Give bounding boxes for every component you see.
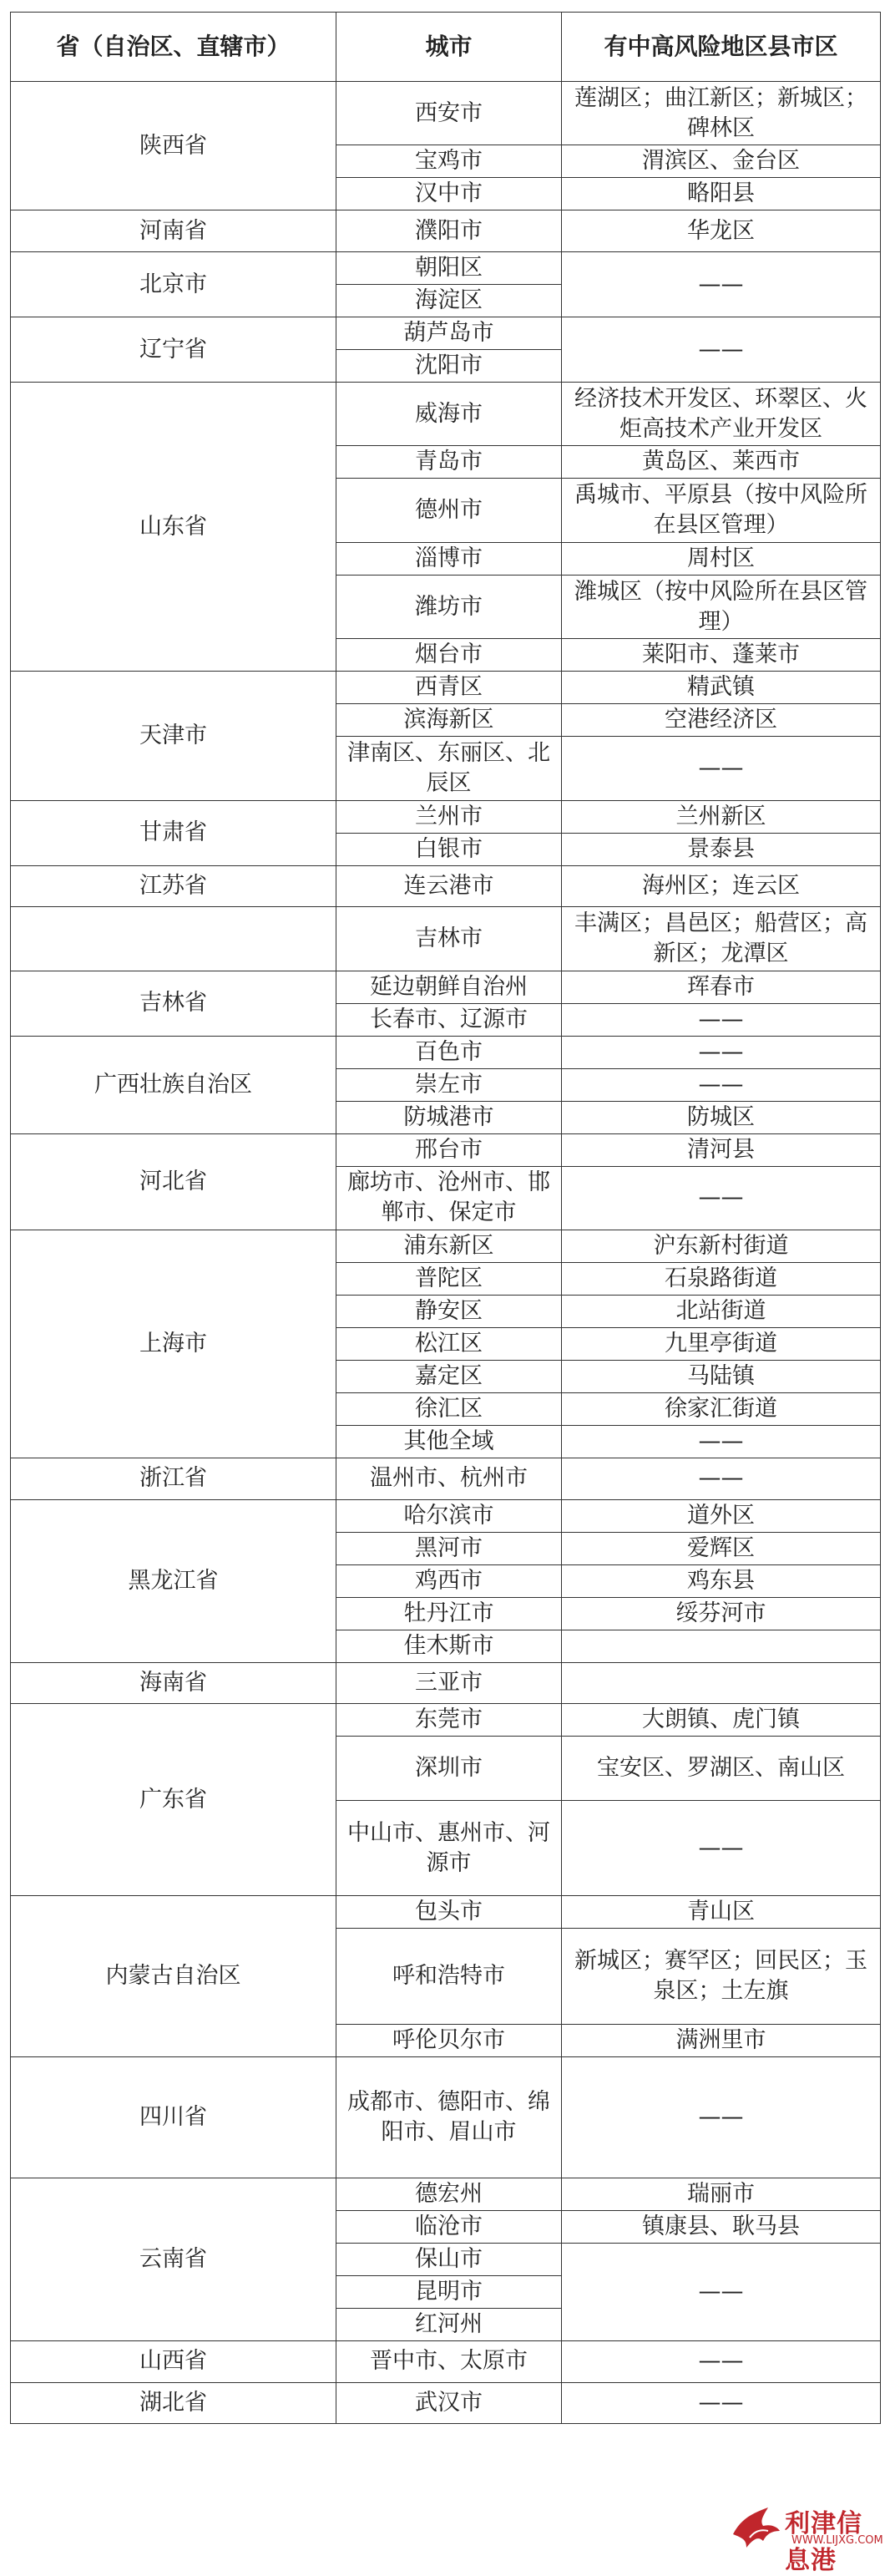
table-container xyxy=(10,12,880,2424)
district-cell: 海州区；连云区 xyxy=(562,865,881,907)
city-cell: 西安市 xyxy=(336,82,562,145)
table-row xyxy=(11,1704,881,1737)
city-cell: 松江区 xyxy=(336,1328,562,1361)
district-cell: 清河县 xyxy=(562,1133,881,1166)
district-cell: 黄岛区、莱西市 xyxy=(562,446,881,479)
city-cell: 浦东新区 xyxy=(336,1230,562,1263)
district-cell: 满洲里市 xyxy=(562,2024,881,2056)
city-cell: 晋中市、太原市 xyxy=(336,2341,562,2383)
table-row xyxy=(11,672,881,704)
city-cell: 东莞市 xyxy=(336,1704,562,1737)
district-cell: 空港经济区 xyxy=(562,704,881,737)
district-cell: —— xyxy=(562,317,881,383)
district-cell: 北站街道 xyxy=(562,1296,881,1328)
province-cell: 山东省 xyxy=(11,383,336,672)
district-cell: 潍城区（按中风险所在县区管理） xyxy=(562,575,881,638)
city-cell: 潍坊市 xyxy=(336,575,562,638)
district-cell: 绥芬河市 xyxy=(562,1597,881,1630)
city-cell: 烟台市 xyxy=(336,639,562,672)
district-cell: 石泉路街道 xyxy=(562,1263,881,1296)
province-cell: 河北省 xyxy=(11,1133,336,1230)
table-row xyxy=(11,1036,881,1068)
city-cell: 海淀区 xyxy=(336,285,562,317)
table-row xyxy=(11,1896,881,1929)
district-cell: 禹城市、平原县（按中风险所在县区管理） xyxy=(562,479,881,542)
watermark-url: WWW.LIJXG.COM xyxy=(791,2534,883,2547)
city-cell: 德州市 xyxy=(336,479,562,542)
city-cell: 武汉市 xyxy=(336,2382,562,2424)
district-cell: 新城区；赛罕区；回民区；玉泉区；土左旗 xyxy=(562,1929,881,2025)
district-cell: —— xyxy=(562,2382,881,2424)
table-row xyxy=(11,383,881,446)
city-cell: 滨海新区 xyxy=(336,704,562,737)
table-row xyxy=(11,971,881,1003)
province-cell: 河南省 xyxy=(11,210,336,252)
city-cell: 长春市、辽源市 xyxy=(336,1003,562,1036)
city-cell: 青岛市 xyxy=(336,446,562,479)
city-cell: 三亚市 xyxy=(336,1662,562,1704)
bird-logo-icon xyxy=(730,2501,783,2551)
table-row xyxy=(11,1499,881,1532)
city-cell: 廊坊市、沧州市、邯郸市、保定市 xyxy=(336,1166,562,1230)
city-cell: 深圳市 xyxy=(336,1737,562,1800)
province-cell: 上海市 xyxy=(11,1230,336,1458)
district-cell: 马陆镇 xyxy=(562,1361,881,1393)
province-cell: 四川省 xyxy=(11,2056,336,2178)
city-cell: 沈阳市 xyxy=(336,350,562,383)
table-row xyxy=(11,800,881,833)
table-row xyxy=(11,2056,881,2178)
city-cell: 鸡西市 xyxy=(336,1564,562,1597)
watermark-text: 利津信息港 xyxy=(785,2509,862,2575)
district-cell: 瑞丽市 xyxy=(562,2178,881,2211)
city-cell: 昆明市 xyxy=(336,2276,562,2309)
table-row xyxy=(11,1662,881,1704)
district-cell: 丰满区；昌邑区；船营区；高新区；龙潭区 xyxy=(562,907,881,971)
district-cell: —— xyxy=(562,252,881,317)
city-cell: 葫芦岛市 xyxy=(336,317,562,350)
district-cell: —— xyxy=(562,2341,881,2383)
city-cell: 成都市、德阳市、绵阳市、眉山市 xyxy=(336,2056,562,2178)
city-cell: 西青区 xyxy=(336,672,562,704)
table-row xyxy=(11,865,881,907)
city-cell: 佳木斯市 xyxy=(336,1630,562,1662)
city-cell: 静安区 xyxy=(336,1296,562,1328)
city-cell: 牡丹江市 xyxy=(336,1597,562,1630)
district-cell: 周村区 xyxy=(562,542,881,575)
header-province: 省（自治区、直辖市） xyxy=(11,13,336,82)
header-city: 城市 xyxy=(336,13,562,82)
city-cell: 中山市、惠州市、河源市 xyxy=(336,1800,562,1896)
city-cell: 哈尔滨市 xyxy=(336,1499,562,1532)
city-cell: 防城港市 xyxy=(336,1101,562,1133)
city-cell: 白银市 xyxy=(336,833,562,865)
city-cell: 兰州市 xyxy=(336,800,562,833)
province-cell: 辽宁省 xyxy=(11,317,336,383)
district-cell: 略阳县 xyxy=(562,178,881,210)
city-cell: 邢台市 xyxy=(336,1133,562,1166)
district-cell: —— xyxy=(562,1068,881,1101)
district-cell: —— xyxy=(562,1166,881,1230)
district-cell xyxy=(562,1630,881,1662)
district-cell: 爱辉区 xyxy=(562,1532,881,1564)
province-cell: 山西省 xyxy=(11,2341,336,2383)
table-row xyxy=(11,907,881,971)
province-cell: 北京市 xyxy=(11,252,336,317)
district-cell: 道外区 xyxy=(562,1499,881,1532)
city-cell: 吉林市 xyxy=(336,907,562,971)
city-cell: 包头市 xyxy=(336,1896,562,1929)
district-cell xyxy=(562,1662,881,1704)
city-cell: 连云港市 xyxy=(336,865,562,907)
district-cell: 镇康县、耿马县 xyxy=(562,2211,881,2244)
district-cell: 沪东新村街道 xyxy=(562,1230,881,1263)
city-cell: 德宏州 xyxy=(336,2178,562,2211)
city-cell: 呼伦贝尔市 xyxy=(336,2024,562,2056)
district-cell: 青山区 xyxy=(562,1896,881,1929)
district-cell: 鸡东县 xyxy=(562,1564,881,1597)
district-cell: 大朗镇、虎门镇 xyxy=(562,1704,881,1737)
district-cell: 徐家汇街道 xyxy=(562,1393,881,1426)
district-cell: —— xyxy=(562,1458,881,1500)
district-cell: —— xyxy=(562,2244,881,2341)
district-cell: —— xyxy=(562,2056,881,2178)
city-cell: 嘉定区 xyxy=(336,1361,562,1393)
city-cell: 百色市 xyxy=(336,1036,562,1068)
table-row xyxy=(11,82,881,145)
table-row xyxy=(11,2341,881,2383)
district-cell: 莱阳市、蓬莱市 xyxy=(562,639,881,672)
district-cell: —— xyxy=(562,1800,881,1896)
header-districts: 有中高风险地区县市区 xyxy=(562,13,881,82)
district-cell: 防城区 xyxy=(562,1101,881,1133)
district-cell: 宝安区、罗湖区、南山区 xyxy=(562,1737,881,1800)
province-cell: 海南省 xyxy=(11,1662,336,1704)
district-cell: 渭滨区、金台区 xyxy=(562,145,881,178)
city-cell: 黑河市 xyxy=(336,1532,562,1564)
table-row xyxy=(11,1230,881,1263)
table-row xyxy=(11,2178,881,2211)
province-cell: 湖北省 xyxy=(11,2382,336,2424)
province-cell: 广东省 xyxy=(11,1704,336,1896)
city-cell: 威海市 xyxy=(336,383,562,446)
table-row xyxy=(11,252,881,285)
city-cell: 徐汇区 xyxy=(336,1393,562,1426)
site-watermark xyxy=(726,2499,885,2575)
province-cell: 浙江省 xyxy=(11,1458,336,1500)
district-cell: 景泰县 xyxy=(562,833,881,865)
district-cell: —— xyxy=(562,1003,881,1036)
table-header-row xyxy=(11,13,881,82)
district-cell: —— xyxy=(562,1426,881,1458)
province-cell: 天津市 xyxy=(11,672,336,800)
table-row xyxy=(11,210,881,252)
city-cell: 临沧市 xyxy=(336,2211,562,2244)
province-cell: 云南省 xyxy=(11,2178,336,2341)
district-cell: 莲湖区；曲江新区；新城区；碑林区 xyxy=(562,82,881,145)
district-cell: 精武镇 xyxy=(562,672,881,704)
city-cell: 红河州 xyxy=(336,2309,562,2341)
province-cell: 甘肃省 xyxy=(11,800,336,865)
district-cell: 经济技术开发区、环翠区、火炬高技术产业开发区 xyxy=(562,383,881,446)
province-cell: 内蒙古自治区 xyxy=(11,1896,336,2057)
city-cell: 延边朝鲜自治州 xyxy=(336,971,562,1003)
table-row xyxy=(11,2382,881,2424)
city-cell: 崇左市 xyxy=(336,1068,562,1101)
city-cell: 津南区、东丽区、北辰区 xyxy=(336,737,562,800)
province-cell: 吉林省 xyxy=(11,971,336,1036)
table-row xyxy=(11,1133,881,1166)
city-cell: 汉中市 xyxy=(336,178,562,210)
city-cell: 普陀区 xyxy=(336,1263,562,1296)
city-cell: 宝鸡市 xyxy=(336,145,562,178)
district-cell: 华龙区 xyxy=(562,210,881,252)
district-cell: 九里亭街道 xyxy=(562,1328,881,1361)
province-cell: 江苏省 xyxy=(11,865,336,907)
province-cell: 陕西省 xyxy=(11,82,336,210)
table-row xyxy=(11,1458,881,1500)
province-cell xyxy=(11,907,336,971)
province-cell: 黑龙江省 xyxy=(11,1499,336,1662)
city-cell: 其他全域 xyxy=(336,1426,562,1458)
city-cell: 保山市 xyxy=(336,2244,562,2276)
district-cell: —— xyxy=(562,1036,881,1068)
city-cell: 温州市、杭州市 xyxy=(336,1458,562,1500)
district-cell: 兰州新区 xyxy=(562,800,881,833)
city-cell: 呼和浩特市 xyxy=(336,1929,562,2025)
risk-area-table xyxy=(10,12,881,2424)
city-cell: 淄博市 xyxy=(336,542,562,575)
city-cell: 濮阳市 xyxy=(336,210,562,252)
city-cell: 朝阳区 xyxy=(336,252,562,285)
district-cell: —— xyxy=(562,737,881,800)
table-row xyxy=(11,317,881,350)
district-cell: 珲春市 xyxy=(562,971,881,1003)
province-cell: 广西壮族自治区 xyxy=(11,1036,336,1133)
